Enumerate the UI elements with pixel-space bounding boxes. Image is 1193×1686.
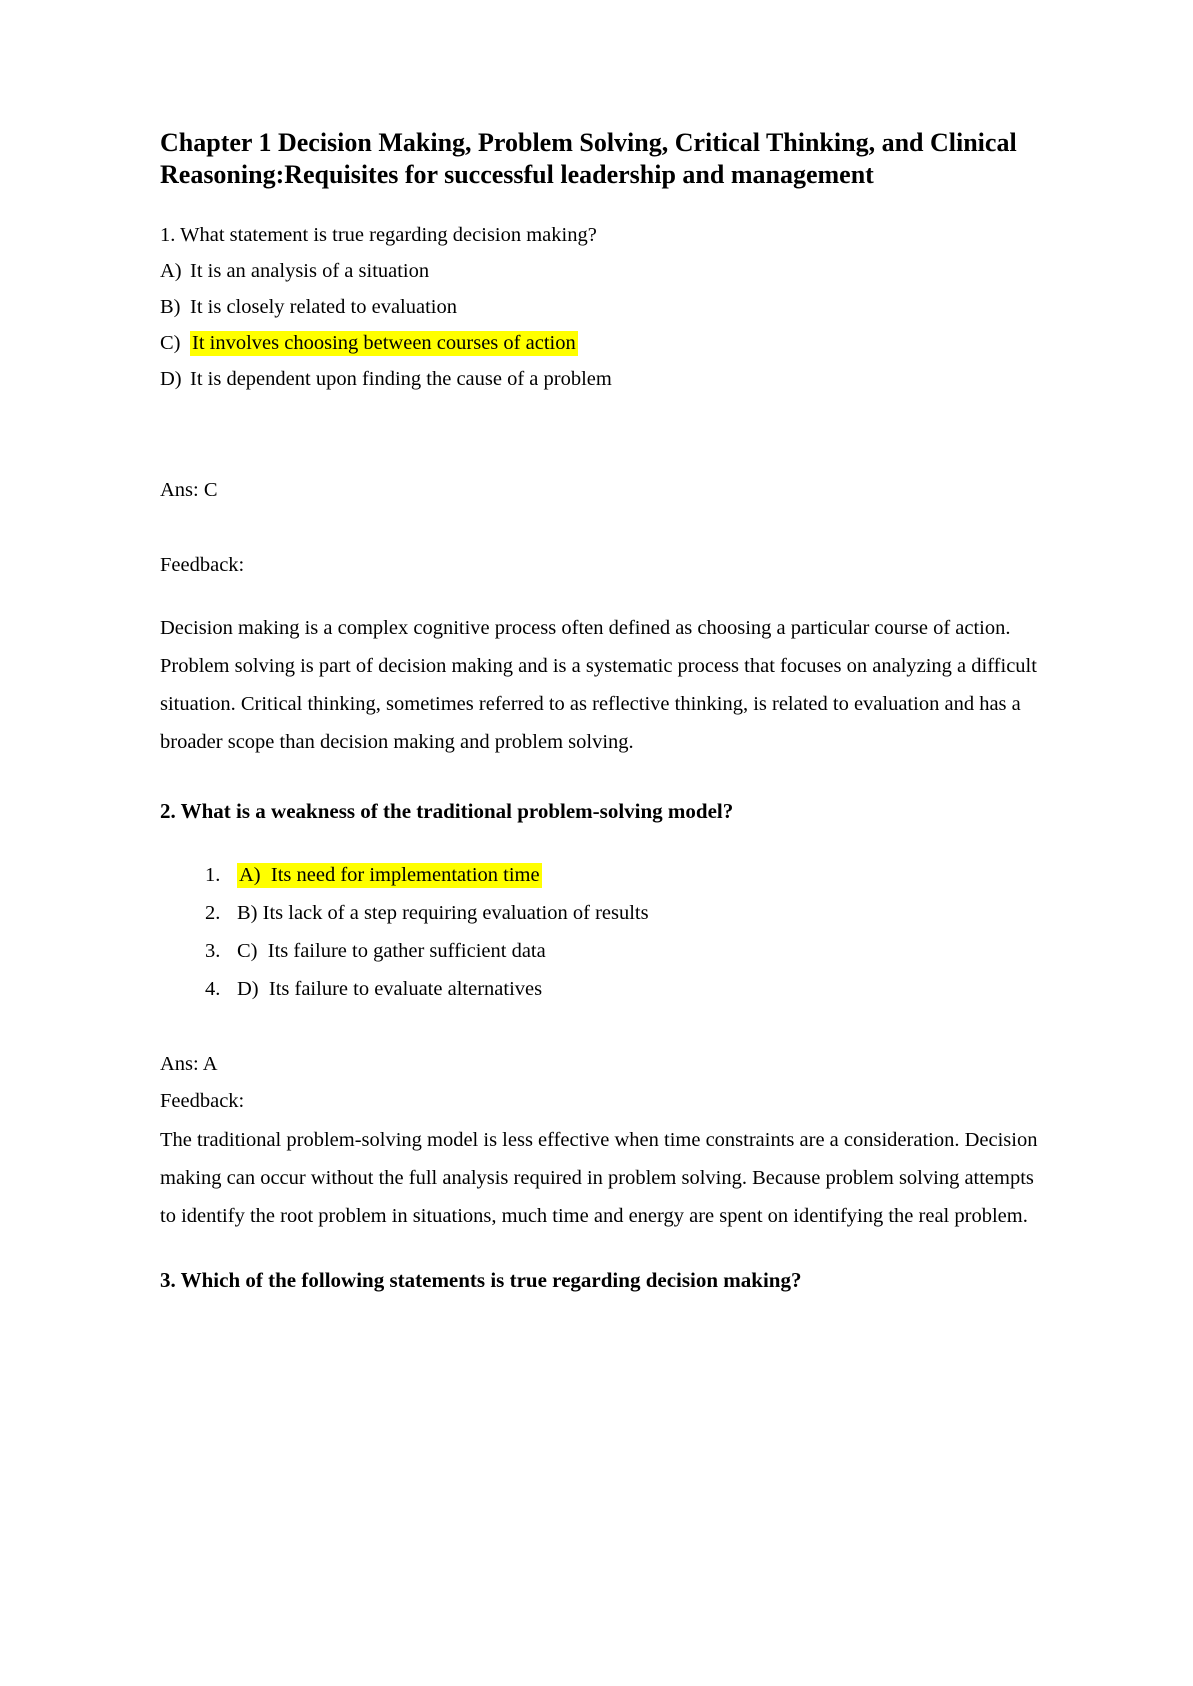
feedback-paragraph-2: The traditional problem-solving model is less effective when time constraints are a consideration. Decision making can occur without the full analysis required in problem solving. Because problem solving attempts to identify the root problem in situations, much time and energy are spent on identifying the real problem. <box>160 1129 1038 1227</box>
list-item-4 <box>160 977 1050 1001</box>
section-question-2 <box>160 799 1050 1235</box>
option-text-highlighted: It involves choosing between courses of action <box>192 332 576 354</box>
option-text-highlighted: A) Its need for implementation time <box>239 864 540 886</box>
option-row-c <box>160 331 1050 355</box>
list-number: 4. <box>205 978 221 1000</box>
answer-line-2: Ans: A <box>160 1053 218 1075</box>
list-item-1 <box>160 863 1050 887</box>
option-label: D) <box>160 368 182 390</box>
chapter-title: Chapter 1 Decision Making, Problem Solving, Critical Thinking, and Clinical Reasoning:Requisites for successful leadership and management <box>160 128 1017 189</box>
question-2-options <box>160 863 1050 1001</box>
list-item-3 <box>160 939 1050 963</box>
feedback-paragraph-1: Decision making is a complex cognitive process often defined as choosing a particular course of action. Problem solving is part of decision making and is a systematic process that focuses on analyzing a difficult situation. Critical thinking, sometimes referred to as reflective thinking, is related to evaluation and has a broader scope than decision making and problem solving. <box>160 617 1037 753</box>
option-row-b <box>160 295 1050 319</box>
option-label: C) <box>160 332 181 354</box>
question-1-options <box>160 259 1050 391</box>
list-number: 2. <box>205 902 221 924</box>
list-item-2 <box>160 901 1050 925</box>
question-3-prompt: 3. Which of the following statements is true regarding decision making? <box>160 1268 802 1292</box>
question-2-prompt: 2. What is a weakness of the traditional problem-solving model? <box>160 799 734 823</box>
option-text: C) Its failure to gather sufficient data <box>237 940 546 962</box>
list-number: 1. <box>205 864 221 886</box>
section-question-1 <box>160 223 1050 761</box>
answer-line-1: Ans: C <box>160 479 218 501</box>
option-label: A) <box>160 260 182 282</box>
feedback-heading-2: Feedback: <box>160 1090 245 1112</box>
option-text: It is an analysis of a situation <box>190 260 430 282</box>
option-text: D) Its failure to evaluate alternatives <box>237 978 543 1000</box>
section-question-3 <box>160 1268 1050 1292</box>
option-text: It is closely related to evaluation <box>190 296 457 318</box>
option-row-d <box>160 367 1050 391</box>
option-row-a <box>160 259 1050 283</box>
question-1-prompt: 1. What statement is true regarding decision making? <box>160 224 597 246</box>
option-text: B) Its lack of a step requiring evaluation of results <box>237 902 649 924</box>
option-text: It is dependent upon finding the cause of a problem <box>190 368 612 390</box>
option-label: B) <box>160 296 181 318</box>
feedback-heading-1: Feedback: <box>160 554 245 576</box>
list-number: 3. <box>205 940 221 962</box>
